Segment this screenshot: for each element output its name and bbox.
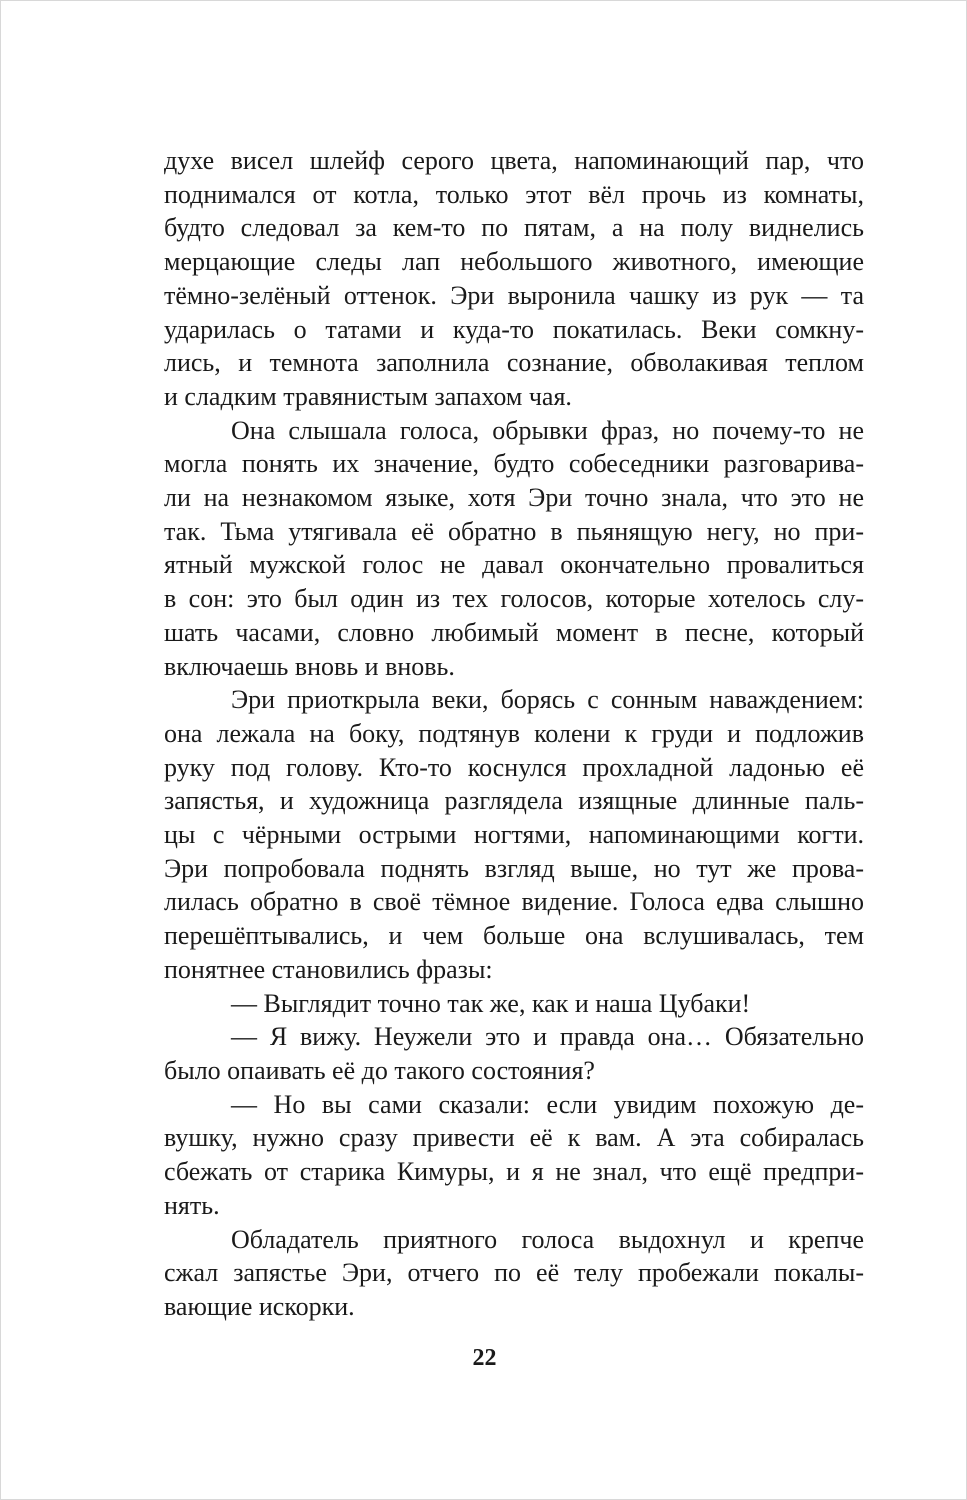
text-line: запястья, и художница разглядела изящные длинные паль- (164, 786, 864, 816)
paragraph (164, 144, 864, 414)
text-line: духе висел шлейф серого цвета, напоминающий пар, что (164, 146, 864, 175)
text-line: нять. (164, 1190, 220, 1220)
text-line: так. Тьма утягивала её обратно в пьянящую негу, но при- (164, 516, 864, 546)
text-line: — Выглядит точно так же, как и наша Цубаки! (231, 988, 751, 1018)
text-line: было опаивать её до такого состояния? (164, 1055, 595, 1085)
body-text (164, 144, 864, 1324)
text-line: включаешь вновь и вновь. (164, 651, 455, 681)
text-line: руку под голову. Кто-то коснулся прохладной ладонью её (164, 752, 864, 782)
text-line: ударилась о татами и куда-то покатилась. Веки сомкну- (164, 314, 864, 344)
paragraph (164, 1088, 864, 1223)
text-line: Эри приоткрыла веки, борясь с сонным наваждением: (231, 685, 864, 715)
text-line: лись, и темнота заполнила сознание, обволакивая теплом (164, 348, 864, 378)
text-line: и сладким травянистым запахом чая. (164, 381, 572, 411)
text-line: — Но вы сами сказали: если увидим похожую де- (231, 1089, 864, 1119)
text-line: цы с чёрными острыми ногтями, напоминающими когти. (164, 820, 864, 850)
text-line: будто следовал за кем-то по пятам, а на полу виднелись (164, 213, 864, 243)
paragraph (164, 414, 864, 684)
text-line: мерцающие следы лап небольшого животного, имеющие (164, 247, 864, 277)
text-line: Обладатель приятного голоса выдохнул и крепче (231, 1224, 864, 1254)
text-line: ли на незнакомом языке, хотя Эри точно знала, что это не (164, 483, 864, 513)
text-line: шать часами, словно любимый момент в песне, который (164, 617, 864, 647)
text-line: вушку, нужно сразу привести её к вам. А эта собиралась (164, 1123, 864, 1153)
text-line: тёмно-зелёный оттенок. Эри выронила чашку из рук — та (164, 280, 864, 310)
paragraph (164, 683, 864, 986)
text-line: она лежала на боку, подтянув колени к груди и подложив (164, 718, 864, 748)
text-line: в сон: это был один из тех голосов, которые хотелось слу- (164, 584, 864, 614)
text-line: понятнее становились фразы: (164, 954, 493, 984)
text-line: сжал запястье Эри, отчего по её телу пробежали покалы- (164, 1258, 864, 1288)
paragraph (164, 1223, 864, 1324)
text-line: перешёптывались, и чем больше она вслушивалась, тем (164, 921, 864, 951)
text-line: поднимался от котла, только этот вёл прочь из комнаты, (164, 179, 864, 209)
page-number: 22 (472, 1345, 497, 1371)
paragraph (164, 1020, 864, 1087)
text-line: Она слышала голоса, обрывки фраз, но почему-то не (231, 415, 864, 445)
text-line: сбежать от старика Кимуры, и я не знал, что ещё предпри- (164, 1157, 864, 1187)
paragraph (164, 987, 864, 1021)
text-line: ятный мужской голос не давал окончательно провалиться (164, 550, 864, 580)
text-line: — Я вижу. Неужели это и правда она… Обязательно (231, 1022, 864, 1052)
text-line: вающие искорки. (164, 1291, 355, 1321)
text-line: Эри попробовала поднять взгляд выше, но тут же прова- (164, 853, 864, 883)
text-line: могла понять их значение, будто собеседники разговарива- (164, 449, 864, 479)
text-line: лилась обратно в своё тёмное видение. Голоса едва слышно (164, 887, 864, 917)
